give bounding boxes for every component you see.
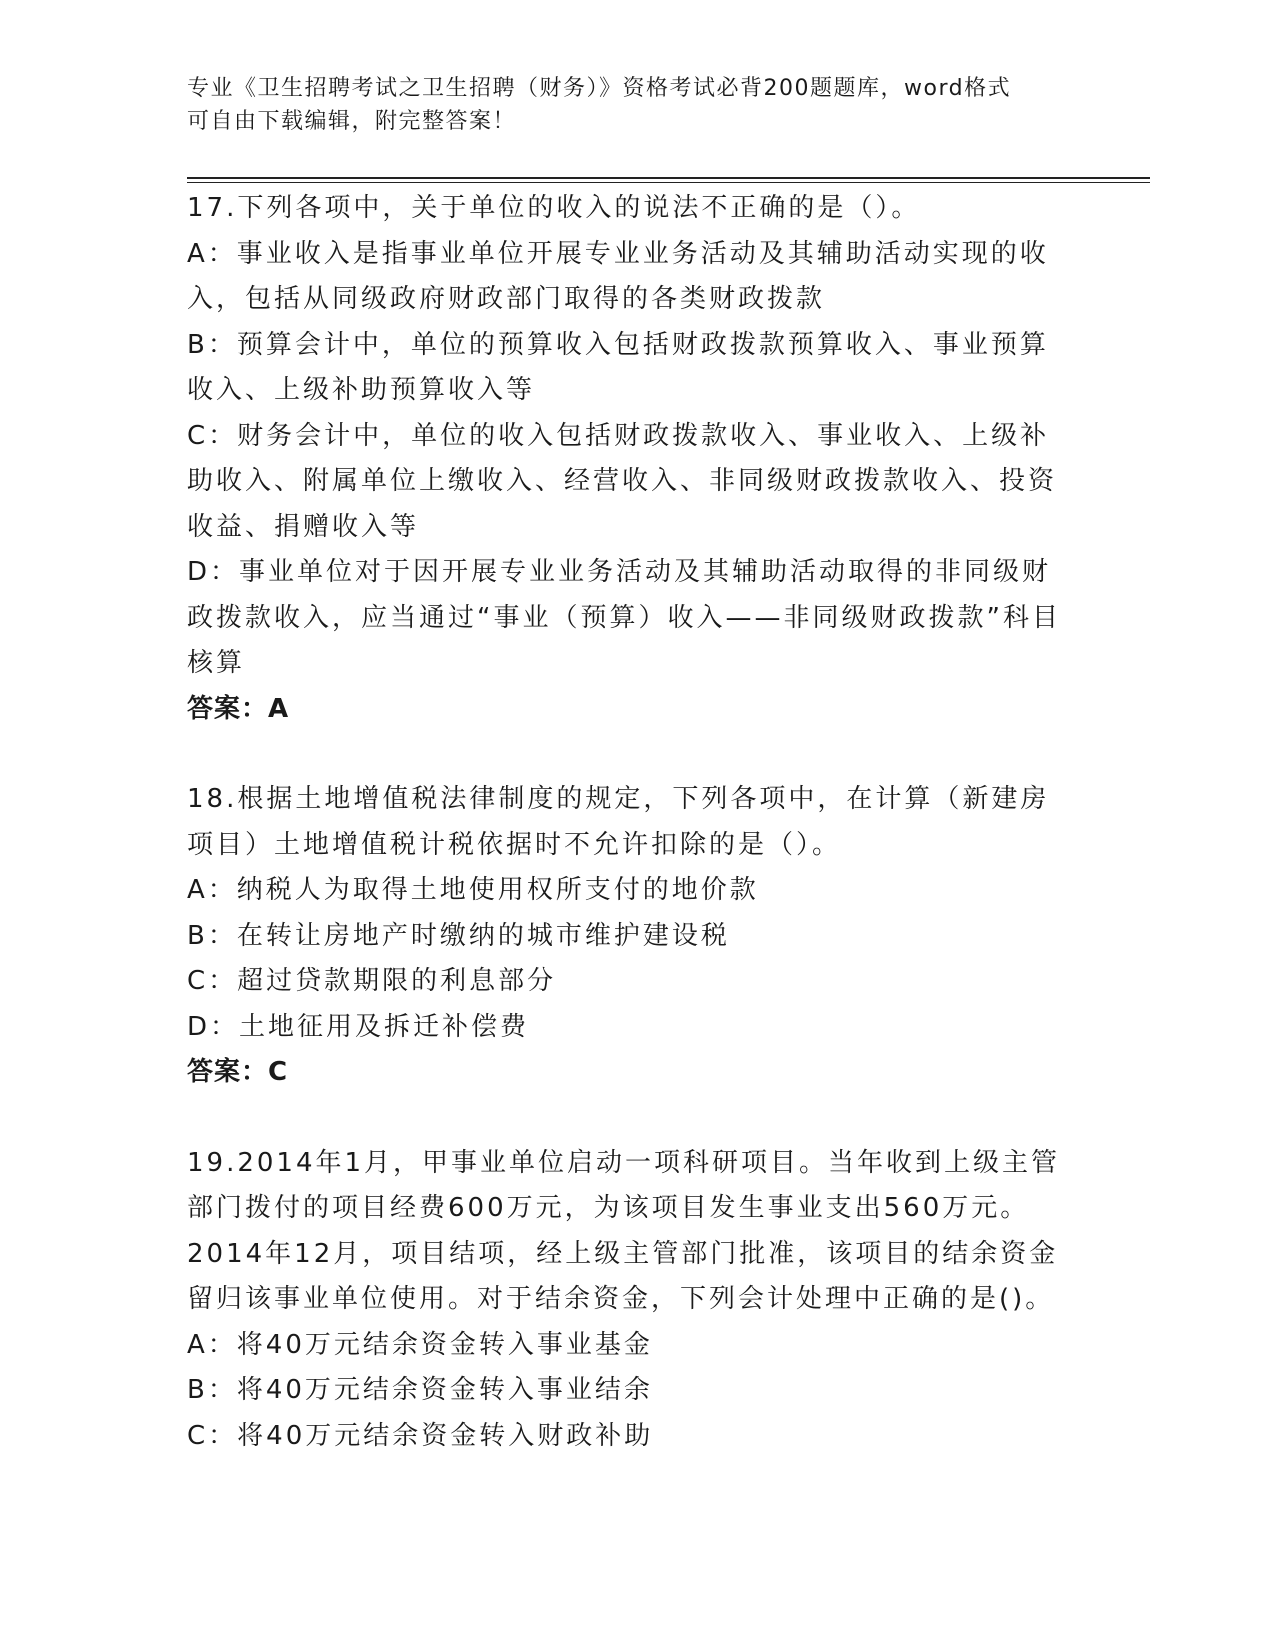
option-b: B：将40万元结余资金转入事业结余: [187, 1375, 653, 1405]
option-c: C：将40万元结余资金转入财政补助: [187, 1420, 654, 1451]
question-17: [187, 186, 1077, 732]
question-text: 19.2014年1月，甲事业单位启动一项科研项目。当年收到上级主管部门拨付的项目经费600万元，为该项目发生事业支出560万元。2014年12月，项目结项，经上级主管部门批准，该项目的结余资金留归该事业单位使用。对于结余资金，下列会计处理中正确的是()。: [187, 1147, 1061, 1314]
question-19: [187, 1141, 1077, 1460]
question-text: 17.下列各项中，关于单位的收入的说法不正确的是（）。: [187, 193, 921, 223]
question-text: 18.根据土地增值税法律制度的规定，下列各项中，在计算（新建房项目）土地增值税计税依据时不允许扣除的是（）。: [187, 784, 1050, 860]
question-list: [187, 186, 1077, 1459]
header-divider-thin: [187, 182, 1150, 183]
option-c: C：财务会计中，单位的收入包括财政拨款收入、事业收入、上级补助收入、附属单位上缴收入、经营收入、非同级财政拨款收入、投资收益、捐赠收入等: [187, 420, 1058, 542]
header-line-2: 可自由下载编辑，附完整答案！: [187, 109, 517, 134]
option-c: C：超过贷款期限的利息部分: [187, 966, 557, 996]
option-a: A：将40万元结余资金转入事业基金: [187, 1329, 653, 1360]
option-b: B：预算会计中，单位的预算收入包括财政拨款预算收入、事业预算收入、上级补助预算收入等: [187, 329, 1049, 405]
header-divider: [187, 177, 1150, 179]
document-header: [187, 72, 1087, 138]
header-line-1: 专业《卫生招聘考试之卫生招聘（财务）》资格考试必背200题题库，word格式: [187, 76, 1012, 101]
option-a: A：事业收入是指事业单位开展专业业务活动及其辅助活动实现的收入，包括从同级政府财政部门取得的各类财政拨款: [187, 238, 1049, 314]
answer: 答案：A: [187, 693, 290, 724]
question-18: [187, 777, 1077, 1096]
answer: 答案：C: [187, 1057, 289, 1087]
option-a: A：纳税人为取得土地使用权所支付的地价款: [187, 875, 759, 905]
option-d: D：土地征用及拆迁补偿费: [187, 1011, 530, 1042]
option-b: B：在转让房地产时缴纳的城市维护建设税: [187, 920, 730, 951]
option-d: D：事业单位对于因开展专业业务活动及其辅助活动取得的非同级财政拨款收入，应当通过“事业（预算）收入——非同级财政拨款”科目核算: [187, 557, 1061, 678]
spacer: [187, 1096, 1077, 1141]
spacer: [187, 732, 1077, 777]
